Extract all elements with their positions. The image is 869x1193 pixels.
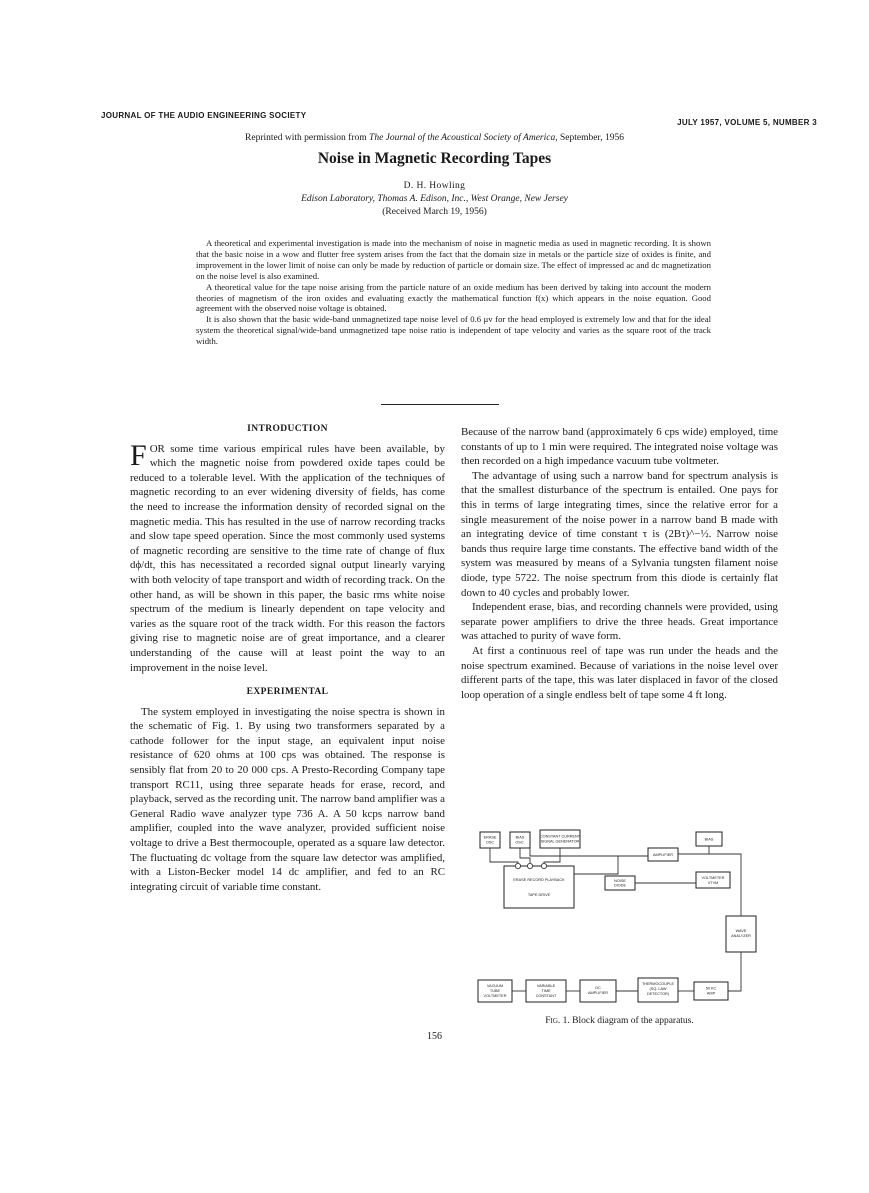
affiliation: Edison Laboratory, Thomas A. Edison, Inc., West Orange, New Jersey: [301, 194, 568, 204]
svg-text:CONSTANT: CONSTANT: [535, 994, 557, 998]
journal-header: JOURNAL OF THE AUDIO ENGINEERING SOCIETY: [101, 111, 307, 120]
svg-text:NOISE: NOISE: [614, 879, 626, 883]
heading-introduction: INTRODUCTION: [247, 424, 328, 434]
svg-text:TAPE DRIVE: TAPE DRIVE: [527, 893, 551, 897]
reprint-notice: Reprinted with permission from The Journal of the Acoustical Society of America, September, 1956: [245, 133, 624, 143]
svg-text:TIME: TIME: [541, 989, 551, 993]
svg-text:50 KC: 50 KC: [705, 986, 717, 991]
svg-text:THERMOCOUPLE: THERMOCOUPLE: [641, 982, 675, 986]
svg-text:DETECTOR): DETECTOR): [646, 992, 670, 996]
abstract-paragraph: A theoretical and experimental investigation is made into the mechanism of noise in magnetic media as used in magnetic recording. It is shown that the basic noise in a wow and flutter free system arises from the fact that the domain size in metals or the particle size of oxides is finite, and improvement in the lower limit of noise can only be made by reduction of particle or domain size. The effect of impressed ac and dc magnetization on the noise level is also examined.: [196, 238, 711, 281]
intro-paragraph: FOR some time various empirical rules have been available, by which the magnetic noise from powdered oxide tapes could be reduced to a tolerable level. With the application of the techniques of magnetic recording to an ever widening diversity of fields, has come the need to increase the information density of recorded signal on the magnetic media. This has resulted in the use of narrow recording tracks and slow tape speed operation. Since the most commonly used systems of magnetic recording are sensitive to the time rate of change of flux dϕ/dt, this has necessitated a recorded signal output linearly varying with both velocity of tape transport and width of recording track. On the other hand, as will be shown in this paper, the basic rms white noise spectrum of the medium is linearly dependent on tape velocity and varies as the square root of the track width. For this reason the factors giving rise to magnetic noise are of great importance, and a clearer understanding of the cause will at least point the way to an improvement in the noise level.: [130, 438, 445, 674]
svg-text:SIGNAL GENERATOR: SIGNAL GENERATOR: [540, 839, 580, 844]
abstract-paragraph: A theoretical value for the tape noise arising from the particle nature of an oxide medium has been derived by taking into account the modern theories of magnetism of the iron oxides and evaluating exactly the mathematical function f(x) which appears in the noise equation. Good agreement with the observed noise voltage is obtained.: [196, 281, 711, 314]
svg-text:ANALYZER: ANALYZER: [731, 934, 751, 938]
abstract-paragraph: It is also shown that the basic wide-band unmagnetized tape noise level of 0.6 μv for the head employed is extremely low and that for the ideal system the theoretical signal/wide-band unmagnetized tape noise ratio is independent of tape velocity and varies as the square root of the track width.: [196, 314, 711, 347]
received-date: (Received March 19, 1956): [382, 207, 487, 217]
svg-text:VOLTMETER: VOLTMETER: [701, 876, 725, 880]
body-paragraph: The advantage of using such a narrow band for spectrum analysis is that the smallest disturbance of the spectrum is entailed. One pays for this in terms of large integrating times, since the relative error for a single measurement of the noise power in a narrow band B made with an integrating device of time constant τ is (2Bτ)^−½. Narrow noise bands thus require large time constants. The effective band width of the system was measured by means of a Sylvania tungsten filament noise diode, type 5722. The noise spectrum from this diode is certainly flat down to 40 cycles and probably lower.: [461, 469, 778, 599]
svg-text:BIAS: BIAS: [704, 837, 714, 842]
svg-text:DC: DC: [595, 986, 601, 990]
page-number: 156: [427, 1031, 442, 1042]
author-name: D. H. Howling: [403, 181, 466, 191]
svg-text:DIODE: DIODE: [613, 883, 627, 888]
svg-text:OSC: OSC: [485, 840, 495, 845]
svg-text:VTVM: VTVM: [707, 881, 719, 885]
right-column: [461, 425, 778, 702]
issue-header: JULY 1957, VOLUME 5, NUMBER 3: [677, 118, 817, 127]
abstract: [196, 238, 711, 347]
svg-text:VARIABLE: VARIABLE: [536, 984, 556, 988]
body-paragraph: Independent erase, bias, and recording channels were provided, using separate power amplifiers to drive the three heads. Great importance was attached to purity of wave form.: [461, 601, 778, 643]
erase-osc-label-1: ERASE: [483, 835, 497, 840]
svg-text:TUBE: TUBE: [489, 989, 501, 993]
svg-text:VOLTMETER: VOLTMETER: [483, 994, 507, 998]
left-column: [130, 422, 445, 894]
section-divider: [381, 404, 499, 405]
paper-title: Noise in Magnetic Recording Tapes: [317, 150, 552, 167]
svg-text:AMPLIFIER: AMPLIFIER: [652, 853, 674, 857]
figure-caption: Fig. 1. Block diagram of the apparatus.: [545, 1016, 694, 1026]
svg-text:BIAS: BIAS: [515, 835, 525, 840]
body-paragraph: At first a continuous reel of tape was run under the heads and the noise spectrum examined. Because of variations in the noise level over different parts of the tape, this was later displaced in favor of the closed loop operation of a single endless belt of tape some 4 ft long.: [461, 644, 778, 701]
heading-experimental: EXPERIMENTAL: [246, 687, 329, 698]
svg-text:ERASE RECORD PLAYBACK: ERASE RECORD PLAYBACK: [513, 878, 565, 882]
svg-text:AMP: AMP: [706, 991, 716, 996]
svg-text:AMPLIFIER: AMPLIFIER: [587, 991, 609, 995]
svg-text:(SQ. LAW: (SQ. LAW: [649, 987, 667, 991]
svg-text:WAVE: WAVE: [735, 929, 747, 933]
drop-cap: F: [130, 438, 147, 472]
svg-text:CONSTANT CURRENT: CONSTANT CURRENT: [539, 834, 581, 839]
body-paragraph: Because of the narrow band (approximately 6 cps wide) employed, time constants of up to 1 min were required. The integrated noise voltage was then recorded on a high impedance vacuum tube voltmeter.: [461, 426, 778, 468]
block-diagram: [468, 812, 780, 1012]
svg-text:VACUUM: VACUUM: [486, 984, 504, 988]
svg-text:OSC.: OSC.: [515, 840, 525, 845]
experimental-paragraph: The system employed in investigating the noise spectra is shown in the schematic of Fig. 1. By using two transformers separated by a cathode follower for the input stage, an equivalent input noise resistance of 620 ohms at 100 cps was obtained. The response is sensibly flat from 20 to 20 000 cps. A Presto-Recording Company tape transport RC11, using three separate heads for erase, record, and playback, served as the recording unit. The narrow band amplifier was a General Radio wave analyzer type 736 A. A 50 kcps narrow band amplifier, coupled into the wave analyzer, provided sufficient noise voltage to drive a Best thermocouple, operated as a square law detector. The fluctuating dc voltage from the square law detector was amplified, with a Liston-Becker model 14 dc amplifier, and fed to an RC integrating circuit of variable time constant.: [130, 705, 445, 893]
